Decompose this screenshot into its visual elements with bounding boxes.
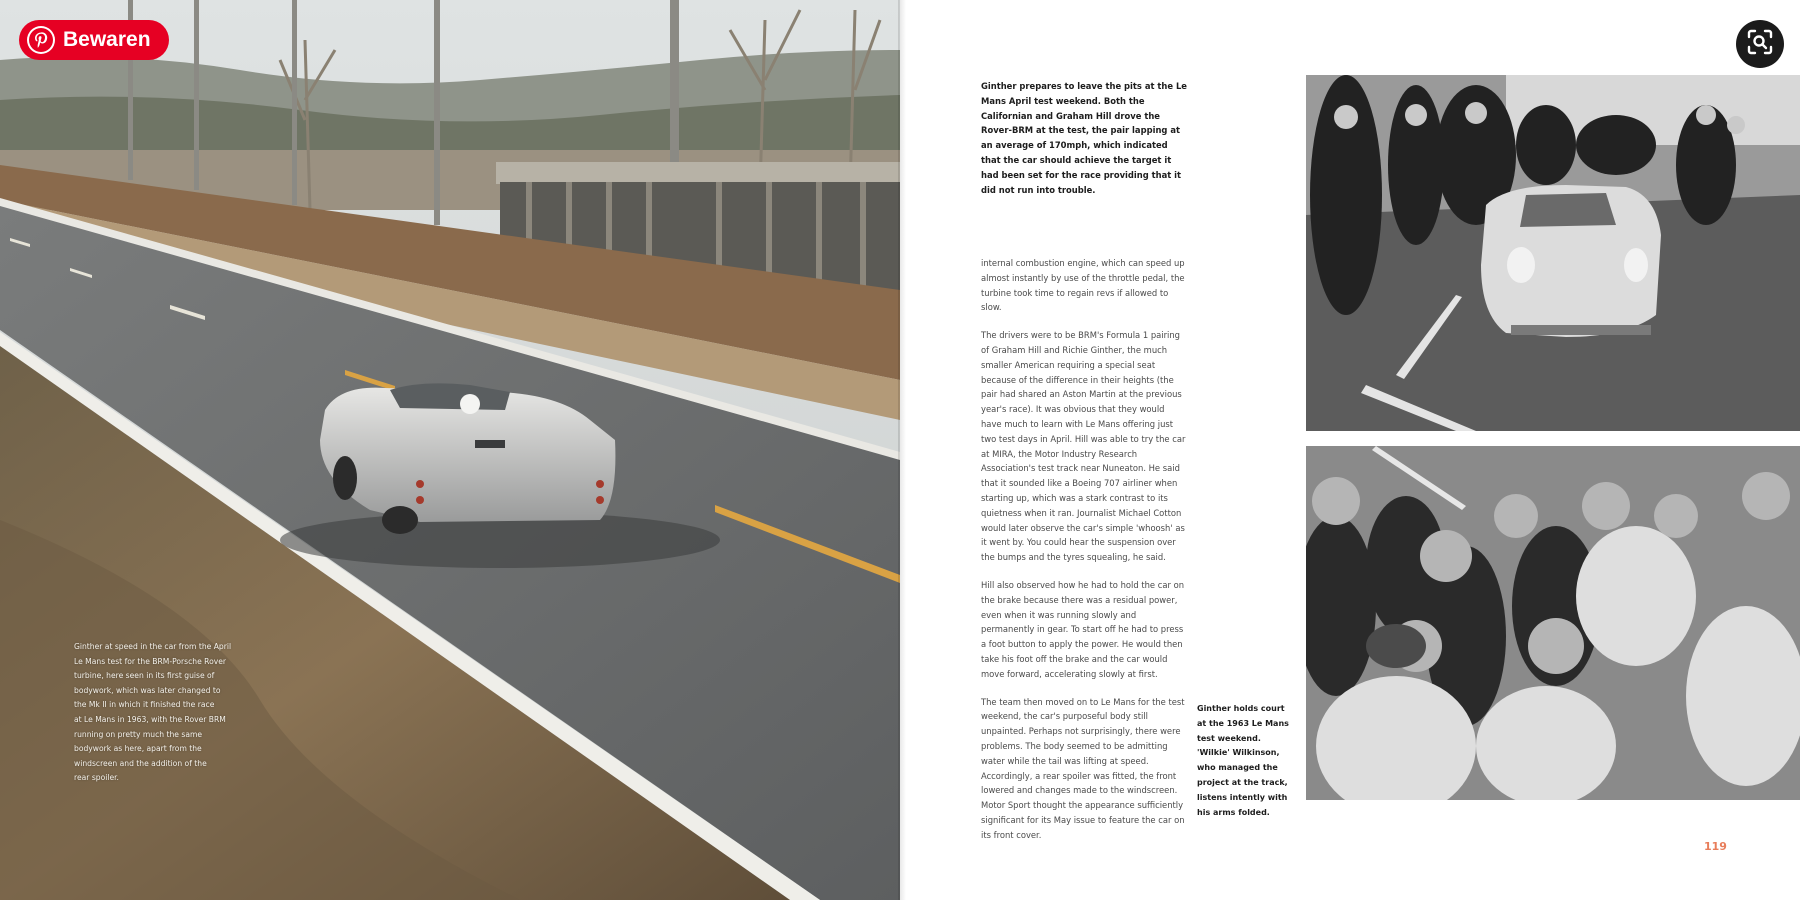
photo-caption-line: rear spoiler. xyxy=(74,773,119,783)
photo-caption-line: Le Mans test for the BRM-Porsche Rover xyxy=(74,656,227,666)
page-number: 119 xyxy=(1704,840,1727,853)
photo-caption-line: bodywork, which was later changed to xyxy=(74,685,221,695)
photo-caption-line: turbine, here seen in its first guise of xyxy=(74,671,215,681)
photo-caption xyxy=(74,640,284,786)
visual-search-button[interactable] xyxy=(1736,20,1784,68)
photo-caption-line: running on pretty much the same xyxy=(74,729,203,739)
pinterest-logo-icon xyxy=(27,26,55,54)
body-paragraph: internal combustion engine, which can speed up almost instantly by use of the throttle pedal, the turbine took time to regain revs if allowed to slow. xyxy=(981,258,1185,313)
body-paragraph: Hill also observed how he had to hold the car on the brake because there was a residual power, even when it was running slowly and permanently in gear. To start off he had to press a foot button to apply the power. He would then take his foot off the brake and the car would move forward, accelerating slowly at first. xyxy=(981,579,1185,679)
photo-caption-line: bodywork as here, apart from the xyxy=(74,744,202,754)
side-caption: Ginther holds court at the 1963 Le Mans test weekend. 'Wilkie' Wilkinson, who managed the project at the track, listens intently with his arms folded. xyxy=(1197,704,1289,817)
body-paragraph: The team then moved on to Le Mans for the test weekend, the car's purposeful body still unpainted. Perhaps not surprisingly, there were problems. The body seemed to be admitting water while the tail was lifting at speed. Accordingly, a rear spoiler was fitted, the front lowered and changes made to the windscreen. Motor Sport thought the appearance sufficiently significant for its May issue to feature the car on its front cover. xyxy=(981,696,1185,840)
visual-search-icon xyxy=(1746,28,1774,61)
body-text-column xyxy=(981,256,1187,855)
body-paragraph: The drivers were to be BRM's Formula 1 pairing of Graham Hill and Richie Ginther, the much smaller American requiring a special seat because of the difference in their heights (the pair had shared an Aston Martin at the previous year's race). It was obvious that they would have much to learn with Le Mans offering just two test days in April. Hill was able to try the car at MIRA, the Motor Industry Research Association's test track near Nuneaton. He said that it sounded like a Boeing 707 airliner when starting up, which was a stark contrast to its quietness when it ran. Journalist Michael Cotton would later observe the car's simple 'whoosh' as it went by. You could hear the suspension over the bumps and the tyres squealing, he said. xyxy=(981,330,1186,563)
page-gutter xyxy=(898,0,906,900)
pit-lane-photo xyxy=(1306,75,1800,431)
team-huddle-photo xyxy=(1306,446,1800,800)
photo-caption-line: windscreen and the addition of the xyxy=(74,758,207,768)
save-button-label: Bewaren xyxy=(63,28,151,51)
save-button[interactable] xyxy=(19,20,169,60)
photo-caption-line: Ginther at speed in the car from the April xyxy=(74,642,232,651)
lead-caption: Ginther prepares to leave the pits at the Le Mans April test weekend. Both the Californian and Graham Hill drove the Rover-BRM at the test, the pair lapping at an average of 170mph, which indicated that the car should achieve the target it had been set for the race providing that it did not run into trouble. xyxy=(981,81,1187,195)
photo-caption-line: at Le Mans in 1963, with the Rover BRM xyxy=(74,714,226,724)
photo-caption-line: the Mk II in which it finished the race xyxy=(74,700,215,710)
